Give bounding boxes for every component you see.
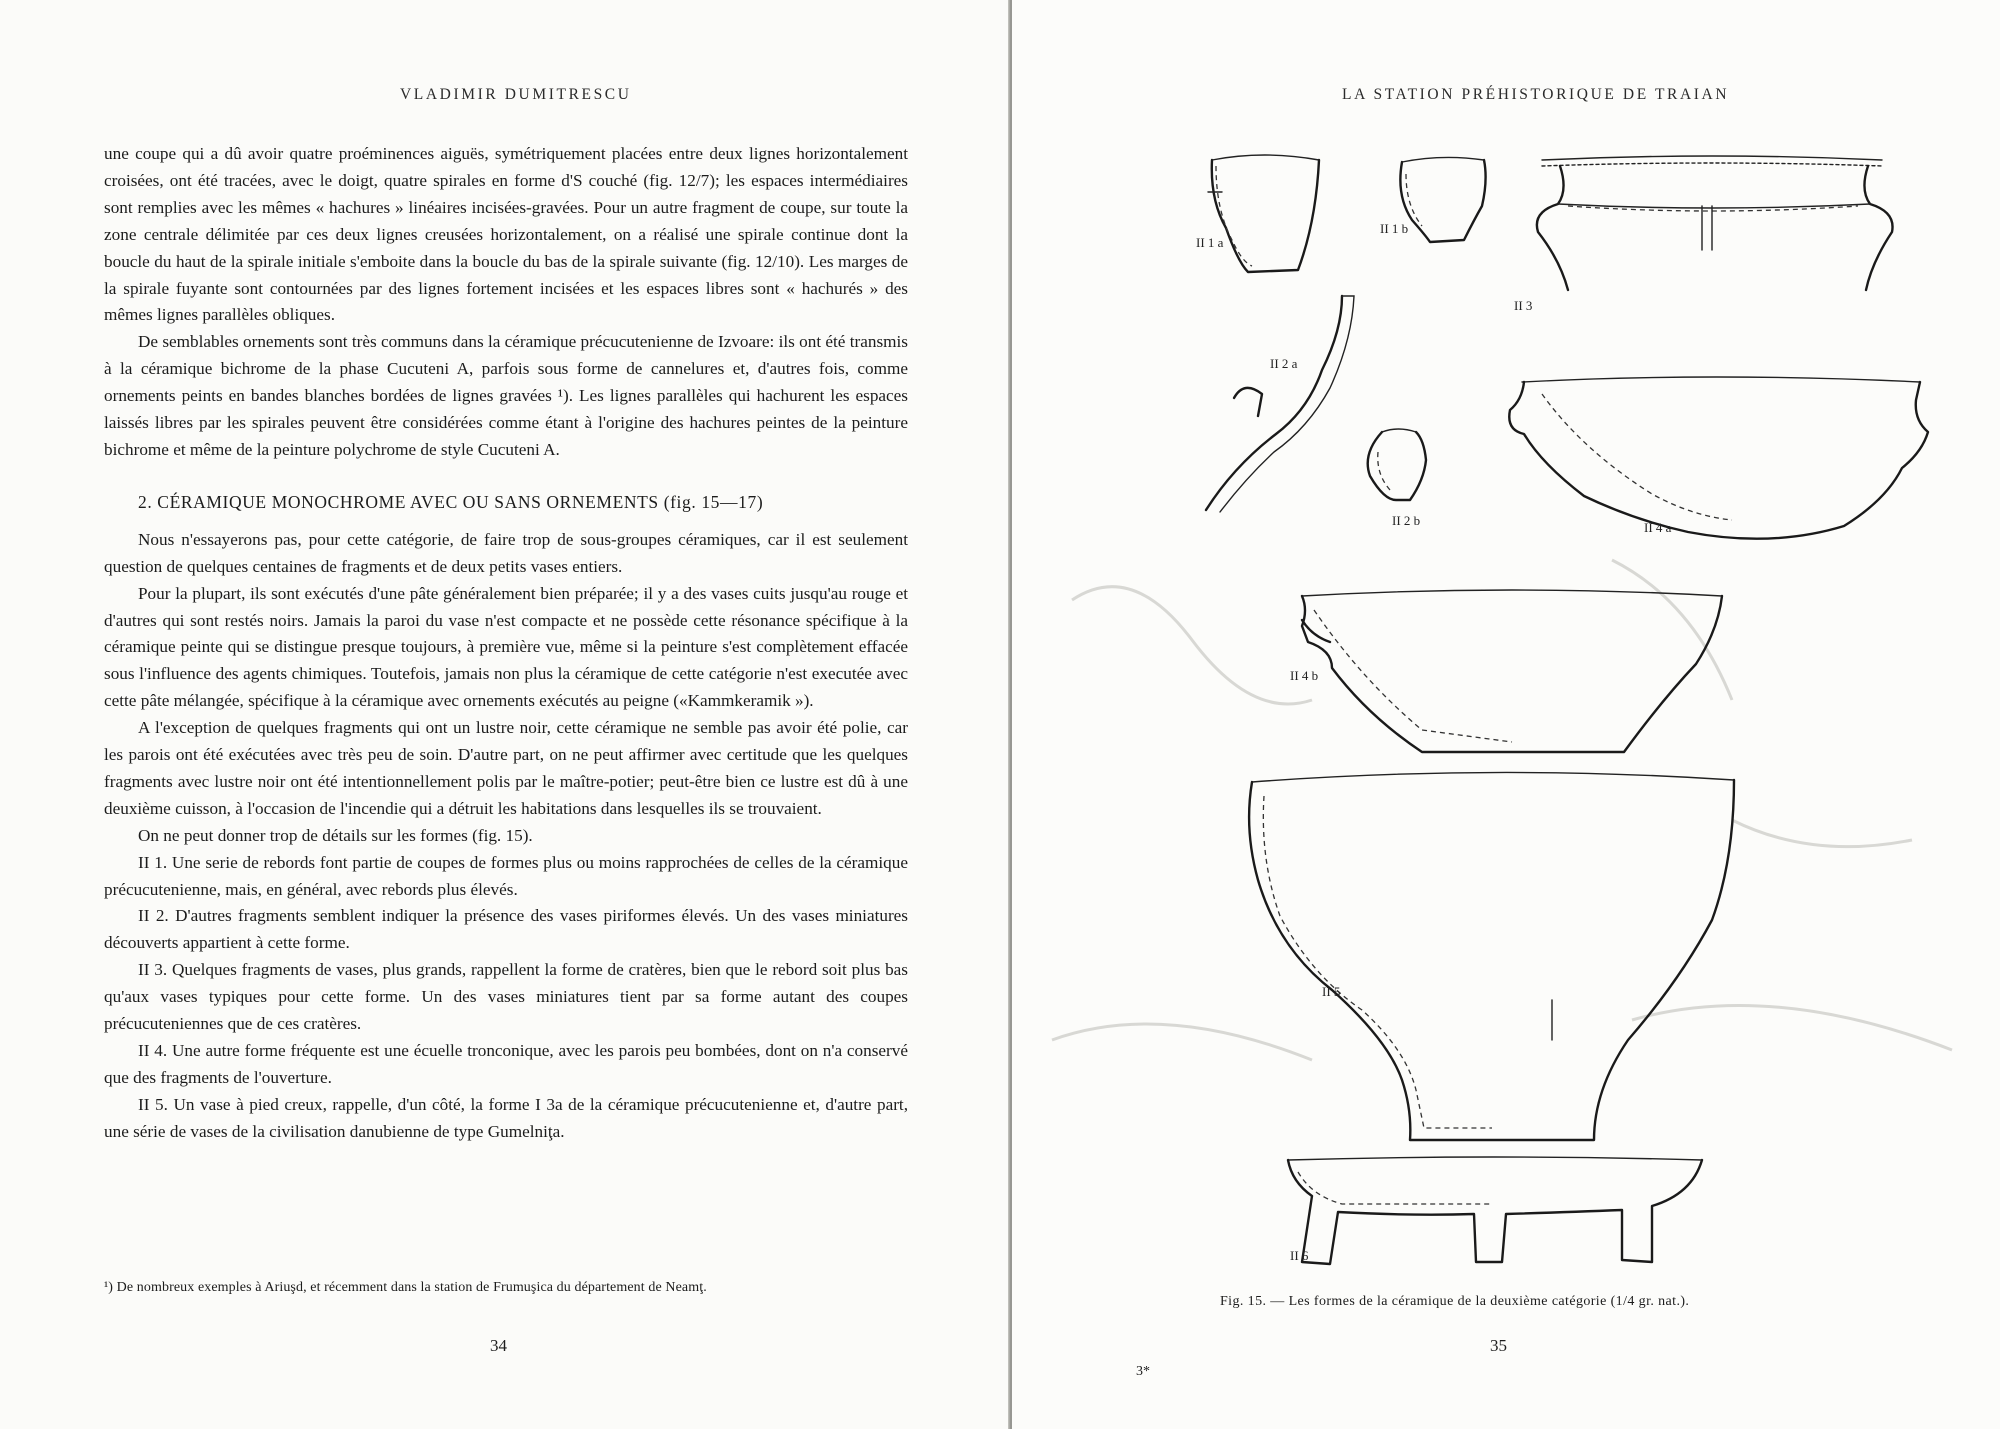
figure-caption: Fig. 15. — Les formes de la céramique de la deuxième catégorie (1/4 gr. nat.). — [1220, 1294, 1690, 1309]
label-II-6: II 6 — [1290, 1248, 1309, 1263]
vessel-II-6 — [1288, 1157, 1702, 1264]
section-paragraph-7: II 3. Quelques fragments de vases, plus grands, rappellent la forme de cratères, bien que le rebord soit plus bas qu'aux vases typiques pour cette forme. Un des vases miniatures tient par sa forme autant des coupes précucuteniennes que de ces cratères. — [104, 960, 908, 1034]
pottery-figure — [1012, 0, 2000, 1300]
vessel-II-1b — [1380, 157, 1486, 242]
footnote: ¹) De nombreux exemples à Ariuşd, et récemment dans la station de Frumuşica du département de Neamţ. — [104, 1280, 707, 1295]
vessel-II-5 — [1249, 772, 1734, 1140]
section-paragraph-3: A l'exception de quelques fragments qui ont un lustre noir, cette céramique ne semble pas avoir été polie, car les parois ont été exécutées avec très peu de soin. D'autre part, on ne peut affirmer avec certitude que les quelques fragments avec lustre noir ont été intentionnellement polis par le maître-potier; peut-être bien ce lustre est dû à une deuxième cuisson, à l'occasion de l'incendie qui a détruit les habitations dans lesquelles ils se trouvaient. — [104, 718, 908, 818]
vessel-II-4b — [1290, 590, 1722, 752]
paragraph-2: De semblables ornements sont très communs dans la céramique précucutenienne de Izvoare: ils ont été transmis à la céramique bichrome de la phase Cucuteni A, parfois sous forme de cannelures et, d'autres fois, comme ornements peints en bandes blanches bordées de lignes gravées ¹). Les lignes parallèles qui hachurent les espaces laissés libres par les spirales peuvent être considérées comme étant à l'origine des hachures peintes de la peinture bichrome et même de la peinture polychrome de style Cucuteni A. — [104, 332, 908, 459]
section-paragraph-2: Pour la plupart, ils sont exécutés d'une pâte généralement bien préparée; il y a des vases cuits jusqu'au rouge et d'autres qui sont restés noirs. Jamais la paroi du vase n'est compacte et ne possède cette résonance spécifique à la céramique peinte qui se distingue presque toujours, à première vue, même si la peinture s'est complètement effacée sous l'influence des agents chimiques. Toutefois, jamais non plus la céramique de cette catégorie n'est executée avec cette pâte mélangée, spécifique à la céramique avec ornements exécutés au peigne («Kammkeramik »). — [104, 583, 908, 711]
label-II-3: II 3 — [1514, 298, 1533, 313]
vessel-II-4a — [1509, 377, 1928, 539]
section-heading: 2. CÉRAMIQUE MONOCHROME AVEC OU SANS ORNEMENTS (fig. 15—17) — [138, 491, 764, 512]
left-body-text — [104, 141, 908, 1146]
section-paragraph-4: On ne peut donner trop de détails sur les formes (fig. 15). — [138, 825, 533, 845]
running-head-right: LA STATION PRÉHISTORIQUE DE TRAIAN — [1342, 86, 1730, 103]
section-paragraph-9: II 5. Un vase à pied creux, rappelle, d'un côté, la forme I 3a de la céramique précucutenienne et, d'autre part, une série de vases de la civilisation danubienne de type Gumelniţa. — [104, 1094, 908, 1141]
signature-mark: 3* — [1136, 1364, 1150, 1379]
right-page — [1012, 0, 2000, 1429]
label-II-4a: II 4 a — [1644, 520, 1672, 535]
label-II-2b: II 2 b — [1392, 513, 1421, 528]
label-II-1a: II 1 a — [1196, 235, 1224, 250]
vessel-II-1a — [1196, 155, 1319, 272]
paragraph-1: une coupe qui a dû avoir quatre proéminences aiguës, symétriquement placées entre deux lignes horizontalement croisées, ont été tracées, avec le doigt, quatre spirales en forme d'S couché (fig. 12/7); les espaces intermédiaires sont remplies avec les mêmes « hachures » linéaires incisées-gravées. Pour un autre fragment de coupe, sur toute la zone centrale délimitée par ces deux lignes creusées horizontalement, on a réalisé une spirale continue dont la boucle du haut de la spirale initiale s'emboite dans la boucle du bas de la spirale suivante (fig. 12/10). Les marges de la spirale fuyante sont contournées par des lignes fortement incisées et les espaces libres sont « hachurés » des mêmes lignes parallèles obliques. — [104, 144, 908, 325]
section-paragraph-8: II 4. Une autre forme fréquente est une écuelle tronconique, avec les parois peu bombées, dont on n'a conservé que des fragments de l'ouverture. — [104, 1041, 908, 1087]
page-number-right: 35 — [1490, 1336, 1507, 1355]
section-paragraph-6: II 2. D'autres fragments semblent indiquer la présence des vases piriformes élevés. Un des vases miniatures découverts appartient à cette forme. — [104, 906, 908, 953]
vessel-II-2a — [1206, 296, 1354, 512]
label-II-4b: II 4 b — [1290, 668, 1319, 683]
label-II-1b: II 1 b — [1380, 221, 1409, 236]
section-paragraph-1: Nous n'essayerons pas, pour cette catégorie, de faire trop de sous-groupes céramiques, car il est seulement question de quelques centaines de fragments et de deux petits vases entiers. — [104, 529, 908, 576]
label-II-5: II 5 — [1322, 984, 1341, 999]
label-II-2a: II 2 a — [1270, 356, 1298, 371]
show-through-ghost — [1052, 560, 1952, 1060]
running-head-left: VLADIMIR DUMITRESCU — [400, 86, 632, 103]
vessel-II-2b — [1368, 429, 1426, 528]
vessel-II-3 — [1514, 156, 1893, 313]
section-paragraph-5: II 1. Une serie de rebords font partie de coupes de formes plus ou moins rapprochées de celles de la céramique précucutenienne, mais, en général, avec rebords plus élevés. — [104, 852, 908, 899]
page-number-left: 34 — [490, 1336, 507, 1355]
